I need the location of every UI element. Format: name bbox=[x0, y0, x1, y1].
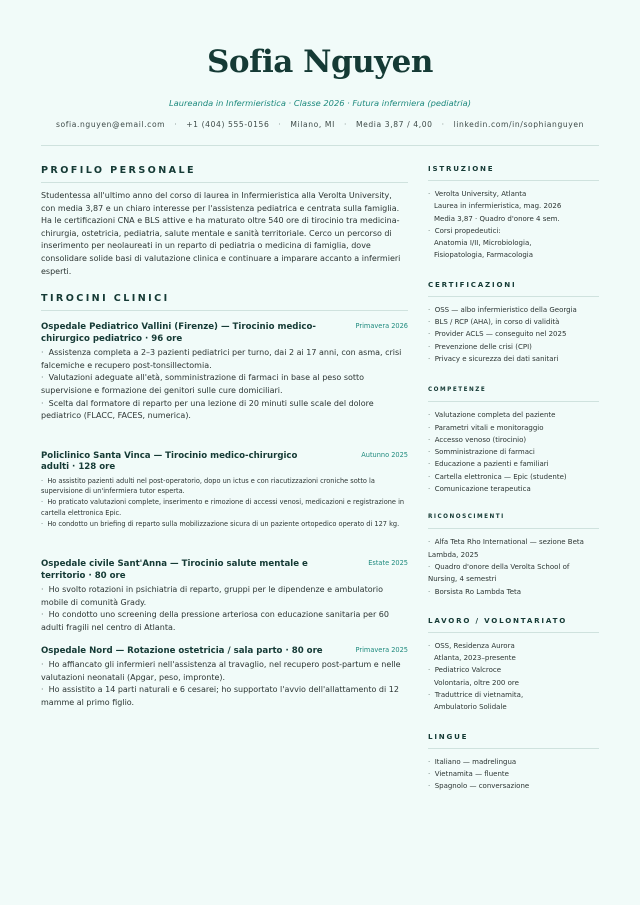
bullet-dot: · bbox=[41, 519, 44, 528]
bullet-text: Ho condotto uno screening della pressione arteriosa con educazione sanitaria per 60 adulti fragili nel centro di Atlanta. bbox=[41, 610, 389, 633]
bullet-dot: · bbox=[428, 226, 431, 235]
list-item bbox=[428, 434, 599, 446]
bullet-dot: · bbox=[428, 587, 431, 596]
list-item bbox=[428, 561, 599, 586]
bullet-dot: · bbox=[428, 485, 431, 494]
awards-section bbox=[428, 512, 599, 597]
section-divider bbox=[41, 310, 408, 311]
list-item bbox=[428, 768, 599, 780]
bullet-item bbox=[41, 398, 408, 423]
volunteer-title: LAVORO / VOLONTARIATO bbox=[428, 615, 568, 625]
list-item: Ambulatorio Solidale bbox=[434, 703, 507, 712]
resume-header bbox=[0, 0, 640, 131]
list-text: Quadro d'onore della Verolta School of Nursing, 4 semestri bbox=[428, 562, 570, 584]
bullet-dot: · bbox=[41, 685, 44, 695]
header-divider bbox=[41, 145, 599, 146]
list-text: BLS / RCP (AHA), in corso di validità bbox=[434, 318, 560, 327]
languages-section bbox=[428, 732, 599, 793]
bullet-text: Valutazioni adeguate all'età, somministrazione di farmaci in base al peso sotto supervisione e formazione dei genitori sulle cure domiciliari. bbox=[41, 373, 365, 395]
list-item: Atlanta, 2023–presente bbox=[434, 654, 516, 663]
bullet-item bbox=[41, 519, 408, 530]
bullet-text: Scelta dal formatore di reparto per una lezione di 20 minuti sulle scale del dolore pediatrico (FLACC, FACES, numerica). bbox=[41, 398, 374, 421]
internship-title: Ospedale civile Sant'Anna — Tirocinio salute mentale e territorio · 80 ore bbox=[41, 559, 308, 581]
list-text: Provider ACLS — conseguito nel 2025 bbox=[434, 330, 567, 339]
awards-list bbox=[428, 536, 599, 597]
bullet-dot: · bbox=[428, 190, 431, 198]
internship-entry bbox=[41, 559, 408, 634]
section-divider bbox=[428, 748, 599, 749]
bullet-item bbox=[41, 476, 408, 497]
contact-gpa: Media 3,87 / 4,00 bbox=[355, 120, 433, 129]
bullet-dot: · bbox=[428, 460, 431, 469]
main-column bbox=[41, 164, 408, 709]
list-item: Fisiopatologia, Farmacologia bbox=[434, 251, 534, 260]
bullet-item bbox=[41, 684, 408, 709]
list-item bbox=[428, 664, 599, 676]
list-text: OSS, Residenza Aurora bbox=[434, 641, 515, 650]
internship-title: Ospedale Nord — Rotazione ostetricia / sala parto · 80 ore bbox=[41, 645, 323, 656]
list-text: Alfa Teta Rho International — sezione Beta Lambda, 2025 bbox=[428, 538, 584, 559]
skills-section bbox=[428, 385, 599, 495]
list-item bbox=[428, 225, 599, 237]
section-divider bbox=[41, 182, 408, 183]
list-item bbox=[428, 536, 599, 561]
contact-phone[interactable]: +1 (404) 555-0156 bbox=[186, 120, 270, 129]
bullet-item bbox=[41, 372, 408, 397]
list-item bbox=[428, 471, 599, 483]
certifications-list bbox=[428, 304, 599, 365]
bullet-text: Ho assistito a 14 parti naturali e 6 cesarei; ho supportato l'avvio dell'allattamento di 12 mamme al primo figlio. bbox=[41, 685, 399, 707]
bullet-item bbox=[41, 659, 408, 684]
internship-entry bbox=[41, 646, 408, 710]
list-item bbox=[428, 341, 599, 353]
internship-date: Estate 2025 bbox=[368, 559, 408, 568]
bullet-text: Ho condotto un briefing di reparto sulla mobilizzazione sicura di un paziente ortopedico operato di 127 kg. bbox=[47, 519, 400, 528]
certifications-section bbox=[428, 280, 599, 365]
list-text: Italiano — madrelingua bbox=[434, 757, 517, 766]
certifications-title: CERTIFICAZIONI bbox=[428, 279, 517, 289]
list-text: Corsi propedeutici: bbox=[434, 226, 501, 235]
bullet-dot: · bbox=[428, 641, 431, 650]
list-item bbox=[428, 640, 599, 652]
bullet-text: Assistenza completa a 2–3 pazienti pediatrici per turno, dai 2 ai 17 anni, con asma, crisi falcemiche e recupero post-tonsillectomia. bbox=[41, 348, 402, 370]
section-divider bbox=[428, 528, 599, 529]
internship-entry bbox=[41, 322, 408, 423]
list-item bbox=[428, 328, 599, 340]
separator: · bbox=[174, 120, 178, 129]
list-item bbox=[428, 422, 599, 434]
list-text: Verolta University, Atlanta bbox=[434, 190, 527, 198]
internship-bullets bbox=[41, 584, 408, 634]
bullet-dot: · bbox=[41, 660, 44, 670]
bullet-dot: · bbox=[428, 782, 431, 791]
contact-location: Milano, MI bbox=[290, 120, 335, 129]
list-text: Prevenzione delle crisi (CPI) bbox=[434, 342, 532, 351]
list-text: Borsista Ro Lambda Teta bbox=[434, 587, 522, 596]
internship-date: Primavera 2025 bbox=[355, 645, 408, 654]
bullet-text: Ho assistito pazienti adulti nel post-operatorio, dopo un ictus e con riacutizzazioni croniche sotto la supervisione di un'infermiera tutor esperta. bbox=[41, 476, 375, 496]
section-divider bbox=[428, 401, 599, 402]
section-divider bbox=[428, 180, 599, 181]
volunteer-list bbox=[428, 640, 599, 714]
separator: · bbox=[441, 120, 445, 129]
awards-title: RICONOSCIMENTI bbox=[428, 514, 505, 521]
contact-line bbox=[0, 119, 640, 131]
tagline: Laureanda in Infermieristica · Classe 2026 · Futura infermiera (pediatria) bbox=[169, 98, 471, 108]
internship-date: Primavera 2026 bbox=[355, 322, 408, 331]
list-item bbox=[428, 446, 599, 458]
education-section bbox=[428, 164, 599, 262]
list-item: Laurea in infermieristica, mag. 2026 bbox=[434, 202, 562, 211]
list-text: Traduttrice di vietnamita, bbox=[434, 691, 524, 700]
bullet-dot: · bbox=[41, 610, 44, 620]
bullet-text: Ho svolto rotazioni in psichiatria di reparto, gruppi per le dipendenze e ambulatorio mobile di comunità Grady. bbox=[41, 585, 383, 607]
bullet-dot: · bbox=[41, 476, 44, 485]
bullet-dot: · bbox=[41, 373, 44, 383]
education-title: ISTRUZIONE bbox=[428, 164, 495, 173]
internship-bullets bbox=[41, 476, 408, 530]
list-item bbox=[428, 188, 599, 200]
list-item bbox=[428, 756, 599, 768]
list-text: Cartella elettronica — Epic (studente) bbox=[434, 472, 567, 481]
bullet-dot: · bbox=[41, 398, 44, 408]
skills-title: COMPETENZE bbox=[428, 387, 487, 394]
bullet-dot: · bbox=[428, 562, 431, 571]
bullet-dot: · bbox=[428, 318, 431, 327]
list-item bbox=[428, 689, 599, 701]
list-text: Comunicazione terapeutica bbox=[434, 485, 531, 494]
list-item bbox=[428, 409, 599, 421]
separator: · bbox=[278, 120, 282, 129]
list-item bbox=[428, 316, 599, 328]
bullet-dot: · bbox=[428, 435, 431, 444]
list-item bbox=[428, 586, 599, 598]
bullet-text: Ho praticato valutazioni complete, inserimento e rimozione di accessi venosi, medicazioni e registrazione in cartella elettronica Epic. bbox=[41, 498, 405, 517]
section-divider bbox=[428, 632, 599, 633]
section-divider bbox=[428, 296, 599, 297]
internship-bullets bbox=[41, 659, 408, 709]
education-list bbox=[428, 188, 599, 262]
internship-title: Ospedale Pediatrico Vallini (Firenze) — Tirocinio medico-chirurgico pediatrico · 96 ore bbox=[41, 322, 316, 344]
list-text: Somministrazione di farmaci bbox=[434, 448, 535, 457]
list-text: Educazione a pazienti e familiari bbox=[434, 460, 549, 469]
bullet-item bbox=[41, 584, 408, 609]
bullet-dot: · bbox=[428, 769, 431, 778]
list-item bbox=[428, 458, 599, 470]
list-item bbox=[428, 304, 599, 316]
bullet-text: Ho affiancato gli infermieri nell'assistenza al travaglio, nel recupero post-partum e nelle valutazioni neonatali (Apgar, peso, impronte). bbox=[41, 660, 401, 682]
bullet-dot: · bbox=[428, 411, 431, 420]
bullet-dot: · bbox=[428, 538, 431, 547]
internship-bullets bbox=[41, 347, 408, 423]
list-text: OSS — albo infermieristico della Georgia bbox=[434, 305, 577, 314]
candidate-name: Sofia Nguyen bbox=[207, 44, 433, 80]
profile-title: PROFILO PERSONALE bbox=[41, 165, 196, 176]
bullet-item bbox=[41, 347, 408, 372]
bullet-dot: · bbox=[428, 342, 431, 351]
list-item: Media 3,87 · Quadro d'onore 4 sem. bbox=[434, 214, 560, 223]
bullet-dot: · bbox=[428, 448, 431, 457]
languages-list bbox=[428, 756, 599, 793]
bullet-dot: · bbox=[428, 691, 431, 700]
bullet-dot: · bbox=[41, 498, 44, 507]
sidebar-column bbox=[428, 164, 599, 793]
internship-entry bbox=[41, 451, 408, 530]
list-text: Valutazione completa del paziente bbox=[434, 411, 556, 420]
separator: · bbox=[343, 120, 347, 129]
bullet-dot: · bbox=[428, 472, 431, 481]
list-text: Accesso venoso (tirocinio) bbox=[434, 435, 527, 444]
profile-text: Studentessa all'ultimo anno del corso di laurea in Infermieristica alla Verolta University, con media 3,87 e un chiaro interesse per l'assistenza pediatrica e centrata sulla famiglia. Ha le certificazioni CNA e BLS attive e ha maturato oltre 540 ore di tirocinio tra medicina-chirurgia, ostetricia, pediatria, salute mentale e sanità territoriale. Cerco un percorso di inserimento per neolaureati in un reparto di pediatria o medicina di famiglia, dove consolidare solide basi di valutazione clinica e continuare a imparare accanto a infermieri esperti. bbox=[41, 191, 401, 276]
internship-title: Policlinico Santa Vinca — Tirocinio medico-chirurgico adulti · 128 ore bbox=[41, 450, 298, 473]
contact-linkedin[interactable]: linkedin.com/in/sophianguyen bbox=[453, 120, 585, 129]
bullet-dot: · bbox=[428, 354, 431, 363]
languages-title: LINGUE bbox=[428, 731, 469, 741]
list-item: Volontaria, oltre 200 ore bbox=[434, 678, 519, 687]
internships-title: TIROCINI CLINICI bbox=[41, 293, 170, 305]
list-text: Privacy e sicurezza dei dati sanitari bbox=[434, 354, 559, 363]
bullet-dot: · bbox=[41, 348, 44, 358]
list-item bbox=[428, 353, 599, 365]
bullet-dot: · bbox=[428, 423, 431, 432]
list-text: Parametri vitali e monitoraggio bbox=[434, 423, 544, 432]
list-text: Vietnamita — fluente bbox=[434, 769, 509, 778]
volunteer-section bbox=[428, 616, 599, 714]
bullet-dot: · bbox=[428, 305, 431, 314]
bullet-item bbox=[41, 609, 408, 634]
bullet-dot: · bbox=[41, 585, 44, 595]
bullet-dot: · bbox=[428, 330, 431, 339]
contact-email[interactable]: sofia.nguyen@email.com bbox=[55, 120, 166, 129]
bullet-item bbox=[41, 497, 408, 518]
bullet-dot: · bbox=[428, 666, 431, 675]
list-item bbox=[428, 780, 599, 792]
list-item: Anatomia I/II, Microbiologia, bbox=[434, 239, 532, 248]
list-item bbox=[428, 483, 599, 495]
list-text: Spagnolo — conversazione bbox=[434, 782, 530, 791]
skills-list bbox=[428, 409, 599, 495]
list-text: Pediatrico Valcroce bbox=[434, 666, 502, 675]
internship-date: Autunno 2025 bbox=[361, 450, 408, 459]
bullet-dot: · bbox=[428, 757, 431, 766]
